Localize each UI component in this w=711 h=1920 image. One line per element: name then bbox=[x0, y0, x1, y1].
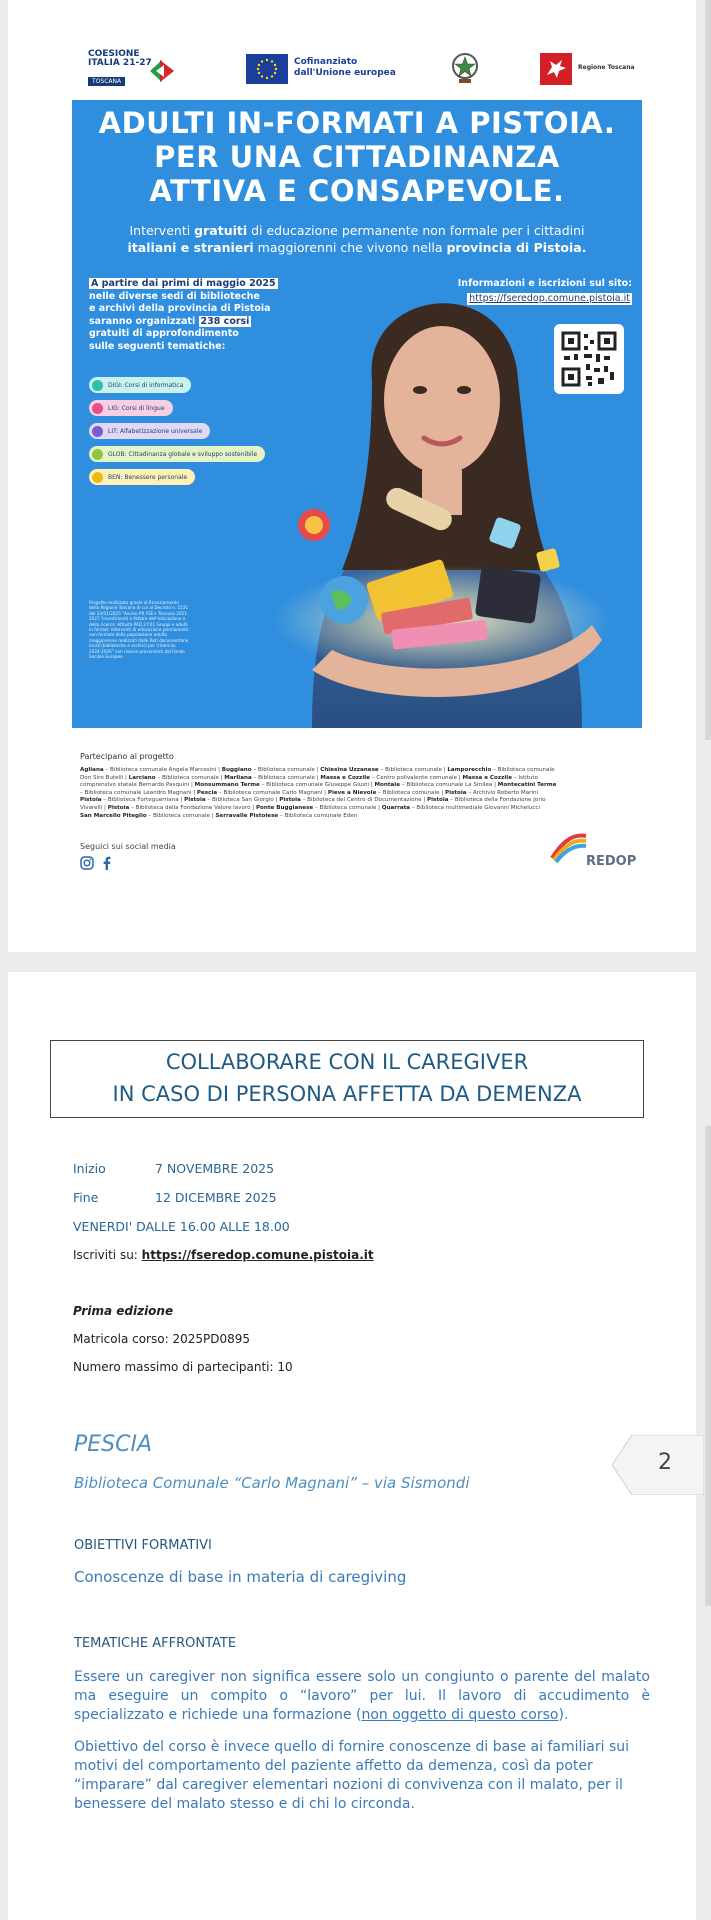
social-heading: Seguici sui social media bbox=[80, 842, 176, 851]
participant-library: comprensivo statale Bernardo Pasquini bbox=[80, 782, 190, 789]
objectives-heading: OBIETTIVI FORMATIVI bbox=[74, 1538, 212, 1553]
topic-pill-label: BEN: Benessere personale bbox=[108, 473, 188, 481]
participant-library: – Biblioteca della Fondazione Valore lavoro bbox=[129, 804, 251, 811]
poster-signup-link[interactable]: https://fseredop.comune.pistoia.it bbox=[469, 292, 630, 304]
topic-pills bbox=[89, 377, 265, 492]
participant-town: Lamporecchio bbox=[447, 767, 492, 773]
participant-town: Ponte Buggianese bbox=[255, 804, 314, 811]
participant-town: Massa e Cozzile bbox=[462, 774, 513, 781]
page-number: 2 bbox=[658, 1450, 672, 1475]
participant-library: – Biblioteca comunale La Smilea bbox=[400, 782, 493, 789]
course-schedule: VENERDI' DALLE 16.00 ALLE 18.00 bbox=[73, 1219, 290, 1234]
participant-library: – Biblioteca comunale Carlo Magnani bbox=[217, 789, 323, 796]
signup-label: Iscriviti su: bbox=[73, 1248, 142, 1262]
participant-library: – Biblioteca comunale bbox=[376, 789, 440, 796]
participant-library: – Biblioteca comunale Eden bbox=[278, 812, 358, 819]
participant-library: – Biblioteca del Centro di Documentazione bbox=[300, 797, 422, 804]
topic-pill-label: GLOB: Cittadinanza globale e sviluppo sostenibile bbox=[108, 450, 258, 458]
poster-left-line5: gratuiti di approfondimento bbox=[89, 328, 239, 339]
participant-town: Marliana bbox=[224, 774, 252, 781]
participant-town: Buggiano bbox=[221, 767, 252, 773]
page-number-tab bbox=[612, 1435, 704, 1495]
poster-sub-text1: Interventi bbox=[129, 223, 195, 238]
participant-town: Pistoia bbox=[184, 797, 206, 804]
participant-library: – Biblioteca comunale bbox=[155, 774, 219, 781]
start-label: Inizio bbox=[73, 1161, 106, 1176]
poster-subtitle bbox=[92, 222, 622, 256]
end-label: Fine bbox=[73, 1190, 99, 1205]
topic-pill bbox=[89, 423, 210, 439]
edition-label: Prima edizione bbox=[73, 1304, 174, 1318]
start-date-row bbox=[73, 1161, 274, 1176]
poster-sub-bold1: gratuiti bbox=[194, 223, 248, 238]
topic-ben-icon bbox=[92, 472, 103, 483]
participant-town: Pescia bbox=[196, 789, 218, 796]
topic-pill bbox=[89, 469, 195, 485]
toscana-pegasus-icon bbox=[540, 53, 572, 85]
participant-library: – Centro polivalente comunale bbox=[369, 774, 458, 781]
topic-digi-icon bbox=[92, 380, 103, 391]
poster-sub-text3: maggiorenni che vivono nella bbox=[253, 240, 447, 255]
participant-library: – Biblioteca comunale bbox=[251, 774, 315, 781]
participants-row: Pistoia – Biblioteca Forteguerriana | Pistoia – Biblioteca San Giorgio | Pistoia – Biblioteca del Centro di Documentazione | Pistoia – Biblioteca della Fondazione Jorio bbox=[80, 797, 546, 804]
participant-town: Serravalle Pistoiese bbox=[215, 812, 279, 819]
topic-pill-label: LIG: Corsi di lingue bbox=[108, 404, 165, 412]
participant-town: Quarrata bbox=[381, 804, 411, 811]
logo-bar bbox=[88, 50, 633, 92]
participant-town: Montecatini Terme bbox=[497, 782, 557, 789]
coesione-logo-region: TOSCANA bbox=[88, 77, 125, 86]
location-subtitle: Biblioteca Comunale “Carlo Magnani” – via Sismondi bbox=[74, 1474, 470, 1492]
participant-town: Chiesina Uzzanese bbox=[320, 767, 379, 773]
participant-library: – Biblioteca comunale bbox=[378, 767, 442, 773]
participants-section bbox=[80, 752, 640, 820]
objectives-text: Conoscenze di base in materia di caregiving bbox=[74, 1568, 407, 1586]
eu-logo-text bbox=[294, 57, 396, 79]
qr-code[interactable] bbox=[554, 324, 624, 394]
toscana-label: Regione Toscana bbox=[578, 64, 635, 71]
poster-left-line3: e archivi della provincia di Pistoia bbox=[89, 303, 271, 314]
poster-left-line4: saranno organizzati bbox=[89, 315, 199, 327]
participants-row: Agliana – Biblioteca comunale Angela Marcesini | Buggiano – Biblioteca comunale | Chiesina Uzzanese – Biblioteca comunale | Lamporecchio – Biblioteca comunale bbox=[80, 767, 555, 773]
poster-info-left bbox=[89, 278, 299, 353]
signup-link[interactable]: https://fseredop.comune.pistoia.it bbox=[141, 1248, 374, 1262]
topic-pill-label: LIT: Alfabetizzazione universale bbox=[108, 427, 203, 435]
topic-glob-icon bbox=[92, 449, 103, 460]
participant-library: – Biblioteca comunale bbox=[491, 767, 555, 773]
participant-town: Monsummano Terme bbox=[194, 782, 260, 789]
start-value: 7 NOVEMBRE 2025 bbox=[155, 1161, 275, 1176]
topics-heading: TEMATICHE AFFRONTATE bbox=[74, 1636, 237, 1651]
participants-row: – Biblioteca comunale Leandro Magnani | Pescia – Biblioteca comunale Carlo Magnani | Pieve a Nievole – Biblioteca comunale | Pistoia – Archivio Roberto Marini bbox=[80, 789, 539, 796]
poster-left-line2: nelle diverse sedi di biblioteche bbox=[89, 290, 260, 302]
participant-town: Agliana bbox=[80, 767, 104, 773]
poster-sub-bold3: provincia di Pistoia. bbox=[446, 240, 587, 255]
participant-town: Montale bbox=[374, 782, 401, 789]
redop-rainbow-icon bbox=[546, 828, 590, 864]
participants-row: Don Siro Butelli | Larciano – Biblioteca comunale | Marliana – Biblioteca comunale | Massa e Cozzile – Centro polivalente comunale | Massa e Cozzile – Istituto bbox=[80, 774, 539, 781]
participant-library: – Biblioteca comunale Leandro Magnani bbox=[80, 789, 192, 796]
course-title-box bbox=[50, 1040, 644, 1118]
italian-republic-emblem-icon bbox=[450, 50, 480, 86]
social-icons bbox=[80, 856, 120, 872]
participant-town: Pistoia bbox=[80, 797, 102, 804]
participant-library: – Biblioteca comunale bbox=[146, 812, 210, 819]
poster-title-line3: ATTIVA E CONSAPEVOLE. bbox=[149, 174, 565, 208]
participants-row: comprensivo statale Bernardo Pasquini | Monsummano Terme – Biblioteca comunale Giuseppe Giusti | Montale – Biblioteca comunale La Smilea | Montecatini Terme bbox=[80, 782, 557, 789]
participant-library: Don Siro Butelli bbox=[80, 774, 124, 781]
participant-library: – Biblioteca comunale bbox=[313, 804, 377, 811]
scrollbar-thumb[interactable] bbox=[705, 1126, 711, 1606]
participant-library: – Istituto bbox=[512, 774, 539, 781]
poster-info-label: Informazioni e iscrizioni sul sito: bbox=[457, 278, 632, 289]
poster-info-right bbox=[442, 278, 632, 305]
course-page bbox=[8, 972, 696, 1920]
topic-pill bbox=[89, 377, 191, 393]
end-value: 12 DICEMBRE 2025 bbox=[155, 1190, 277, 1205]
poster-left-line6: sulle seguenti tematiche: bbox=[89, 340, 226, 352]
participant-town: Larciano bbox=[128, 774, 156, 781]
participant-town: Pistoia bbox=[107, 804, 130, 811]
participant-library: – Biblioteca comunale Angela Marcesini bbox=[103, 767, 217, 773]
end-date-row bbox=[73, 1190, 277, 1205]
participant-town: Pistoia bbox=[279, 797, 301, 804]
eu-logo bbox=[246, 54, 426, 84]
participant-library: – Biblioteca San Giorgio bbox=[205, 797, 274, 804]
participant-town: Pistoia bbox=[427, 797, 449, 804]
poster-image bbox=[72, 100, 642, 728]
topic-lit-icon bbox=[92, 426, 103, 437]
course-title-line1: COLLABORARE CON IL CAREGIVER bbox=[165, 1050, 529, 1074]
topic-lig-icon bbox=[92, 403, 103, 414]
course-title-line2: IN CASO DI PERSONA AFFETTA DA DEMENZA bbox=[112, 1082, 582, 1106]
participant-library: – Biblioteca multimediale Giovanni Michelucci bbox=[410, 804, 541, 811]
participant-library: – Biblioteca comunale Giuseppe Giusti bbox=[259, 782, 369, 789]
poster-page bbox=[8, 0, 696, 952]
participant-library: Vivarelli bbox=[80, 804, 103, 811]
max-participants: Numero massimo di partecipanti: 10 bbox=[73, 1360, 293, 1374]
poster-title-line1: ADULTI IN-FORMATI A PISTOIA. bbox=[98, 106, 616, 140]
instagram-icon[interactable] bbox=[80, 856, 94, 870]
signup-row bbox=[73, 1248, 374, 1262]
coesione-logo-line2: ITALIA 21-27 bbox=[88, 58, 152, 68]
poster-sub-bold2: italiani e stranieri bbox=[127, 240, 254, 255]
poster-title bbox=[72, 106, 642, 208]
facebook-icon[interactable] bbox=[102, 856, 112, 870]
participant-library: – Biblioteca Forteguerriana bbox=[101, 797, 179, 804]
eu-flag-icon bbox=[246, 54, 288, 84]
participant-library: – Biblioteca della Fondazione Jorio bbox=[448, 797, 546, 804]
participant-town: Pieve a Nievole bbox=[327, 789, 377, 796]
participants-row: Vivarelli | Pistoia – Biblioteca della Fondazione Valore lavoro | Ponte Buggianese – Biblioteca comunale | Quarrata – Biblioteca multimediale Giovanni Michelucci bbox=[80, 804, 541, 811]
participants-list bbox=[80, 767, 640, 820]
topics-paragraph-1 bbox=[74, 1668, 650, 1725]
participants-heading: Partecipano al progetto bbox=[80, 752, 174, 761]
course-code: Matricola corso: 2025PD0895 bbox=[73, 1332, 250, 1346]
redop-logo bbox=[546, 828, 636, 872]
poster-date-highlight: A partire dai primi di maggio 2025 bbox=[91, 278, 276, 289]
topic-pill-label: DIGI: Corsi di informatica bbox=[108, 381, 184, 389]
poster-funding-note: Progetto realizzato grazie al finanziamento della Regione Toscana di cui al Decreto n. 1531 del 24/01/2025 "Avviso PR FSE+ Toscana 2021-2027 'Investimenti e fattore dell'educazione e della ricerca' Attività PAD 2.f.01 Gruppi e adulti in format: interventi di educazione permanente non formale della popolazione adulta maggiorenne realizzati dalle Reti documentarie locali (biblioteche e archivi) per il biennio 2024-2026" con risorse provenienti dal Fondo Sociale Europeo bbox=[89, 600, 189, 660]
eu-line2: dall'Unione europea bbox=[294, 68, 396, 78]
coesione-mark-icon bbox=[146, 56, 176, 86]
coesione-logo-line1: COESIONE bbox=[88, 49, 140, 59]
eu-line1: Cofinanziato bbox=[294, 57, 358, 67]
scrollbar[interactable] bbox=[705, 0, 711, 740]
participant-town: San Marcello Piteglio bbox=[80, 812, 147, 819]
topics-paragraph-2: Obiettivo del corso è invece quello di fornire conoscenze di base ai familiari sui motivi del comportamento del paziente affetto da demenza, così da poter “imparare” dal caregiver elementari nozioni di convivenza con il malato, per il benessere del malato stesso e di chi lo circonda. bbox=[74, 1739, 630, 1812]
coesione-italia-logo bbox=[88, 50, 178, 92]
participant-town: Pistoia bbox=[445, 789, 467, 796]
poster-sub-text2: di educazione permanente non formale per i cittadini bbox=[247, 223, 585, 238]
regione-toscana-logo bbox=[540, 53, 640, 85]
participant-library: – Archivio Roberto Marini bbox=[466, 789, 539, 796]
poster-title-line2: PER UNA CITTADINANZA bbox=[154, 140, 560, 174]
topics-p1-underlined: non oggetto di questo corso bbox=[361, 1707, 559, 1723]
topics-p1-text: Essere un caregiver non significa essere solo un congiunto o parente del malato ma eseguire un compito o “lavoro” per lui. Il lavoro di accudimento è specializzato e richiede una formazione ( bbox=[74, 1669, 650, 1723]
participant-library: – Biblioteca comunale bbox=[251, 767, 315, 773]
qr-code-icon bbox=[554, 324, 624, 394]
participant-town: Massa e Cozzile bbox=[320, 774, 370, 781]
topic-pill bbox=[89, 400, 173, 416]
topic-pill bbox=[89, 446, 265, 462]
location-title: PESCIA bbox=[74, 1432, 153, 1457]
topics-p1-end: ). bbox=[558, 1707, 569, 1723]
participants-row: San Marcello Piteglio – Biblioteca comunale | Serravalle Pistoiese – Biblioteca comunale Eden bbox=[80, 812, 358, 819]
redop-label: REDOP bbox=[586, 854, 637, 869]
poster-courses-highlight: 238 corsi bbox=[200, 315, 250, 327]
